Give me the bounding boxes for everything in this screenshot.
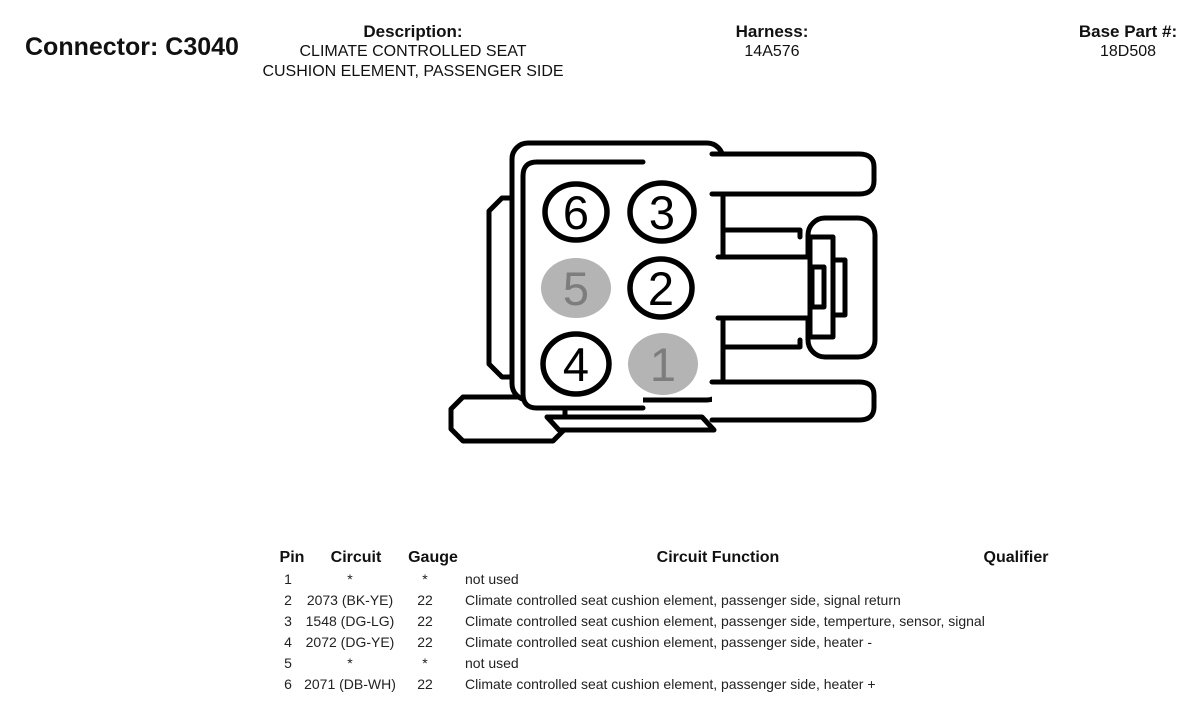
cell-circuit: 1548 (DG-LG)	[305, 613, 395, 629]
cell-gauge: 22	[417, 592, 433, 608]
cell-function: Climate controlled seat cushion element, passenger side, signal return	[465, 592, 901, 608]
cell-pin: 6	[284, 676, 292, 692]
top-step-line	[723, 230, 800, 237]
top-tab-shape	[712, 154, 874, 194]
cell-circuit: *	[347, 571, 353, 587]
base-part-value: 18D508	[1099, 43, 1157, 60]
pin-6-label: 6	[562, 186, 590, 239]
pin-2-label: 2	[647, 262, 675, 315]
cell-gauge: *	[422, 655, 428, 671]
col-header-gauge: Gauge	[408, 549, 458, 566]
connector-title: Connector: C3040	[25, 33, 239, 61]
cell-circuit: 2072 (DG-YE)	[305, 634, 395, 650]
pin-3-label: 3	[648, 186, 676, 239]
pin-5-label: 5	[562, 262, 590, 315]
description-line1: CLIMATE CONTROLLED SEAT	[299, 43, 527, 60]
cell-gauge: *	[422, 571, 428, 587]
cell-pin: 2	[284, 592, 292, 608]
col-header-circuit: Circuit	[330, 549, 382, 566]
cell-pin: 1	[284, 571, 292, 587]
bottom-tab-shape	[712, 382, 874, 420]
connector-diagram	[440, 130, 900, 460]
latch-detent-shape	[833, 260, 845, 315]
description-line2: CUSHION ELEMENT, PASSENGER SIDE	[262, 63, 564, 80]
pin-4-label: 4	[562, 338, 590, 391]
harness-block	[672, 21, 872, 62]
cell-pin: 4	[284, 634, 292, 650]
pin-1-label: 1	[649, 338, 677, 391]
col-header-pin: Pin	[279, 549, 305, 566]
cell-function: not used	[465, 571, 519, 587]
cell-gauge: 22	[417, 634, 433, 650]
col-header-qualifier: Qualifier	[983, 549, 1049, 566]
cell-circuit: *	[347, 655, 353, 671]
base-part-label: Base Part #:	[1078, 22, 1178, 41]
latch-stem-shape	[718, 257, 812, 318]
bottom-step-line	[723, 340, 800, 347]
cell-gauge: 22	[417, 676, 433, 692]
latch-nub-shape	[812, 267, 824, 307]
description-block	[213, 21, 613, 82]
col-header-function: Circuit Function	[656, 549, 780, 566]
cell-function: not used	[465, 655, 519, 671]
cell-circuit: 2073 (BK-YE)	[306, 592, 394, 608]
cell-gauge: 22	[417, 613, 433, 629]
cell-pin: 5	[284, 655, 292, 671]
harness-label: Harness:	[735, 22, 809, 41]
cell-function: Climate controlled seat cushion element, passenger side, heater -	[465, 634, 872, 650]
description-label: Description:	[363, 22, 463, 41]
base-part-block	[1028, 21, 1200, 62]
bottom-skirt-shape	[547, 417, 714, 430]
harness-value: 14A576	[744, 43, 800, 60]
cell-function: Climate controlled seat cushion element, passenger side, heater +	[465, 676, 876, 692]
cell-function: Climate controlled seat cushion element, passenger side, temperture, sensor, signal	[465, 613, 985, 629]
cell-pin: 3	[284, 613, 292, 629]
cell-circuit: 2071 (DB-WH)	[304, 676, 396, 692]
